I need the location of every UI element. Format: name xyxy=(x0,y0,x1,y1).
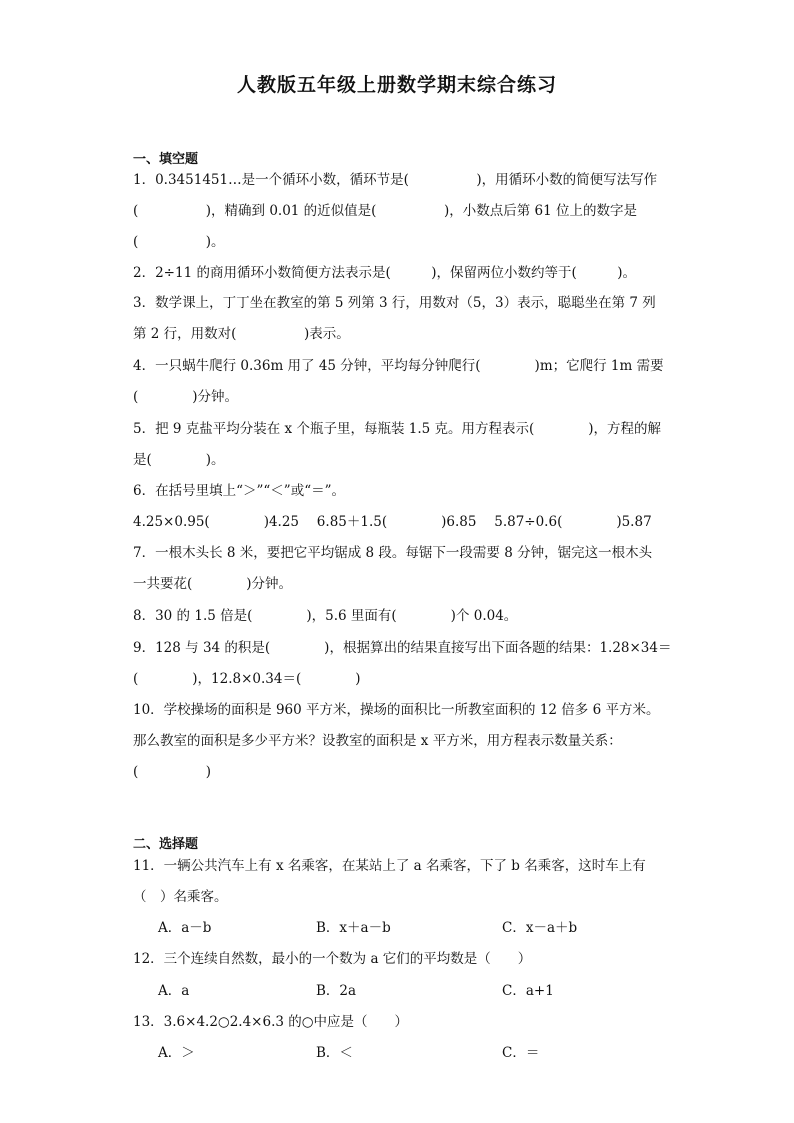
question-11-option-b: B．x＋a－b xyxy=(316,920,391,936)
question-10-line-2: 那么教室的面积是多少平方米？设教室的面积是 x 平方米，用方程表示数量关系： xyxy=(133,733,622,749)
question-5-line-1: 5．把 9 克盐平均分装在 x 个瓶子里，每瓶装 1.5 克。用方程表示( )，方程的解 xyxy=(133,421,662,437)
section-heading-fill-in: 一、填空题 xyxy=(133,152,199,167)
question-9-line-2: ( )，12.8×0.34＝( ) xyxy=(133,671,361,687)
question-13-option-a: A．＞ xyxy=(158,1045,195,1061)
question-8: 8．30 的 1.5 倍是( )，5.6 里面有( )个 0.04。 xyxy=(133,608,518,624)
question-1-line-3: ( )。 xyxy=(133,234,225,250)
question-12-option-a: A．a xyxy=(158,983,190,999)
question-2: 2．2÷11 的商用循环小数简便方法表示是( )，保留两位小数约等于( )。 xyxy=(133,265,637,281)
question-1-line-2: ( )，精确到 0.01 的近似值是( )，小数点后第 61 位上的数字是 xyxy=(133,203,637,219)
question-6: 6．在括号里填上“＞”“＜”或“＝”。 xyxy=(133,483,345,499)
question-11-option-a: A．a－b xyxy=(158,920,212,936)
question-11-line-1: 11．一辆公共汽车上有 x 名乘客，在某站上了 a 名乘客，下了 b 名乘客，这时车上有 xyxy=(133,858,646,874)
question-3-line-2: 第 2 行，用数对( )表示。 xyxy=(133,326,350,342)
question-3-line-1: 3．数学课上，丁丁坐在教室的第 5 列第 3 行，用数对（5，3）表示，聪聪坐在第 7 列 xyxy=(133,295,656,311)
question-13: 13．3.6×4.2○2.4×6.3 的○中应是（ ） xyxy=(133,1014,409,1030)
question-7-line-2: 一共要花( )分钟。 xyxy=(133,576,293,592)
question-9-line-1: 9．128 与 34 的积是( )，根据算出的结果直接写出下面各题的结果：1.28×34＝ xyxy=(133,640,672,656)
question-10-line-1: 10．学校操场的面积是 960 平方米，操场的面积比一所教室面积的 12 倍多 6 平方米。 xyxy=(133,702,660,718)
question-12: 12．三个连续自然数，最小的一个数为 a 它们的平均数是（ ） xyxy=(133,951,532,967)
question-13-option-b: B．＜ xyxy=(316,1045,353,1061)
question-4-line-1: 4．一只蜗牛爬行 0.36m 用了 45 分钟，平均每分钟爬行( )m；它爬行 1m 需要 xyxy=(133,358,664,374)
question-12-option-c: C．a+1 xyxy=(502,983,554,999)
question-1-line-1: 1．0.3451451…是一个循环小数，循环节是( )，用循环小数的简便写法写作 xyxy=(133,172,658,188)
question-11-line-2: （ ）名乘客。 xyxy=(133,889,228,905)
question-11-option-c: C．x－a＋b xyxy=(502,920,578,936)
question-4-line-2: ( )分钟。 xyxy=(133,389,239,405)
question-13-option-c: C．＝ xyxy=(502,1045,540,1061)
section-heading-multiple-choice: 二、选择题 xyxy=(133,837,199,852)
question-5-line-2: 是( )。 xyxy=(133,452,225,468)
question-7-line-1: 7．一根木头长 8 米，要把它平均锯成 8 段。每锯下一段需要 8 分钟，锯完这一根木头 xyxy=(133,545,653,561)
question-12-option-b: B．2a xyxy=(316,983,357,999)
page-title: 人教版五年级上册数学期末综合练习 xyxy=(236,74,557,96)
question-6-comparisons: 4.25×0.95( )4.25 6.85＋1.5( )6.85 5.87÷0.6( )5.87 xyxy=(133,514,652,530)
question-10-line-3: ( ) xyxy=(133,764,212,780)
